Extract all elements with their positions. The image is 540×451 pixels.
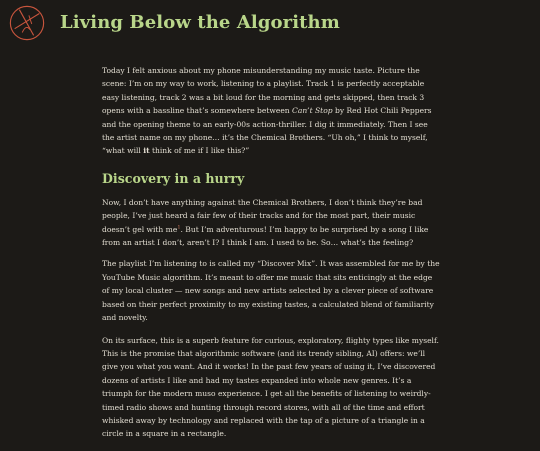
- circle-monogram-logo-icon[interactable]: [8, 4, 46, 42]
- emphasis-it: it: [143, 146, 150, 156]
- paragraph-intro-text-c: think of me if I like this?”: [149, 146, 250, 156]
- site-title-link[interactable]: Living Below the Algorithm: [60, 12, 340, 33]
- paragraph-discovery-text-a: Now, I don’t have anything against the Chemical Brothers, I don’t think they’re bad people, I’ve just heard a fair few of their tracks and for the most part, their music doesn’t gel with me: [102, 197, 423, 234]
- paragraph-intro-text-b: by Red Hot Chili Peppers and the opening theme to an early-00s action-thriller. I dig it immediately. Then I see the artist name on my phone… it’s the Chemical Brothers. “Uh oh,” I think to myself, “what will: [102, 106, 432, 156]
- section-heading: Discovery in a hurry: [102, 170, 245, 186]
- paragraph-discovery: [102, 196, 440, 250]
- paragraph-surface: On its surface, this is a superb feature for curious, exploratory, flighty types like myself. This is the promise that algorithmic software (and its trendy sibling, AI) offers: we’ll give you what you want. And it works! In the past few years of using it, I’ve discovered dozens of artists I like and had my tastes expanded into whole new genres. It’s a triumph for the modern muso experience. I get all the benefits of listening to weirdly-timed radio shows and hunting through record stores, with all of the time and effort whisked away by technology and replaced with the tap of a picture of a triangle in a circle in a square in a rectangle.: [102, 335, 439, 439]
- footnote-link[interactable]: 1: [177, 224, 181, 231]
- paragraph-intro-text-a: Today I felt anxious about my phone misunderstanding my music taste. Picture the scene: I’m on my way to work, listening to a playlist. Track 1 is perfectly acceptable easy listening, track 2 was a bit loud for the morning and gets skipped, then track 3 opens with a bassline that’s somewhere between: [102, 66, 425, 116]
- paragraph-playlist: The playlist I’m listening to is called my “Discover Mix”. It was assembled for me by the YouTube Music algorithm. It’s meant to offer me music that sits enticingly at the edge of my local cluster — new songs and new artists selected by a clever piece of software based on their perfect proximity to my existing tastes, a calculated blend of familiarity and novelty.: [102, 259, 440, 323]
- paragraph-discovery-text-b: . But I’m adventurous! I’m happy to be surprised by a song I like from an artist I don’t, aren’t I? I think I am. I used to be. So… what’s the feeling?: [102, 224, 429, 248]
- song-title: Can’t Stop: [292, 106, 333, 116]
- article-body: [102, 64, 440, 451]
- paragraph-intro: [102, 64, 440, 158]
